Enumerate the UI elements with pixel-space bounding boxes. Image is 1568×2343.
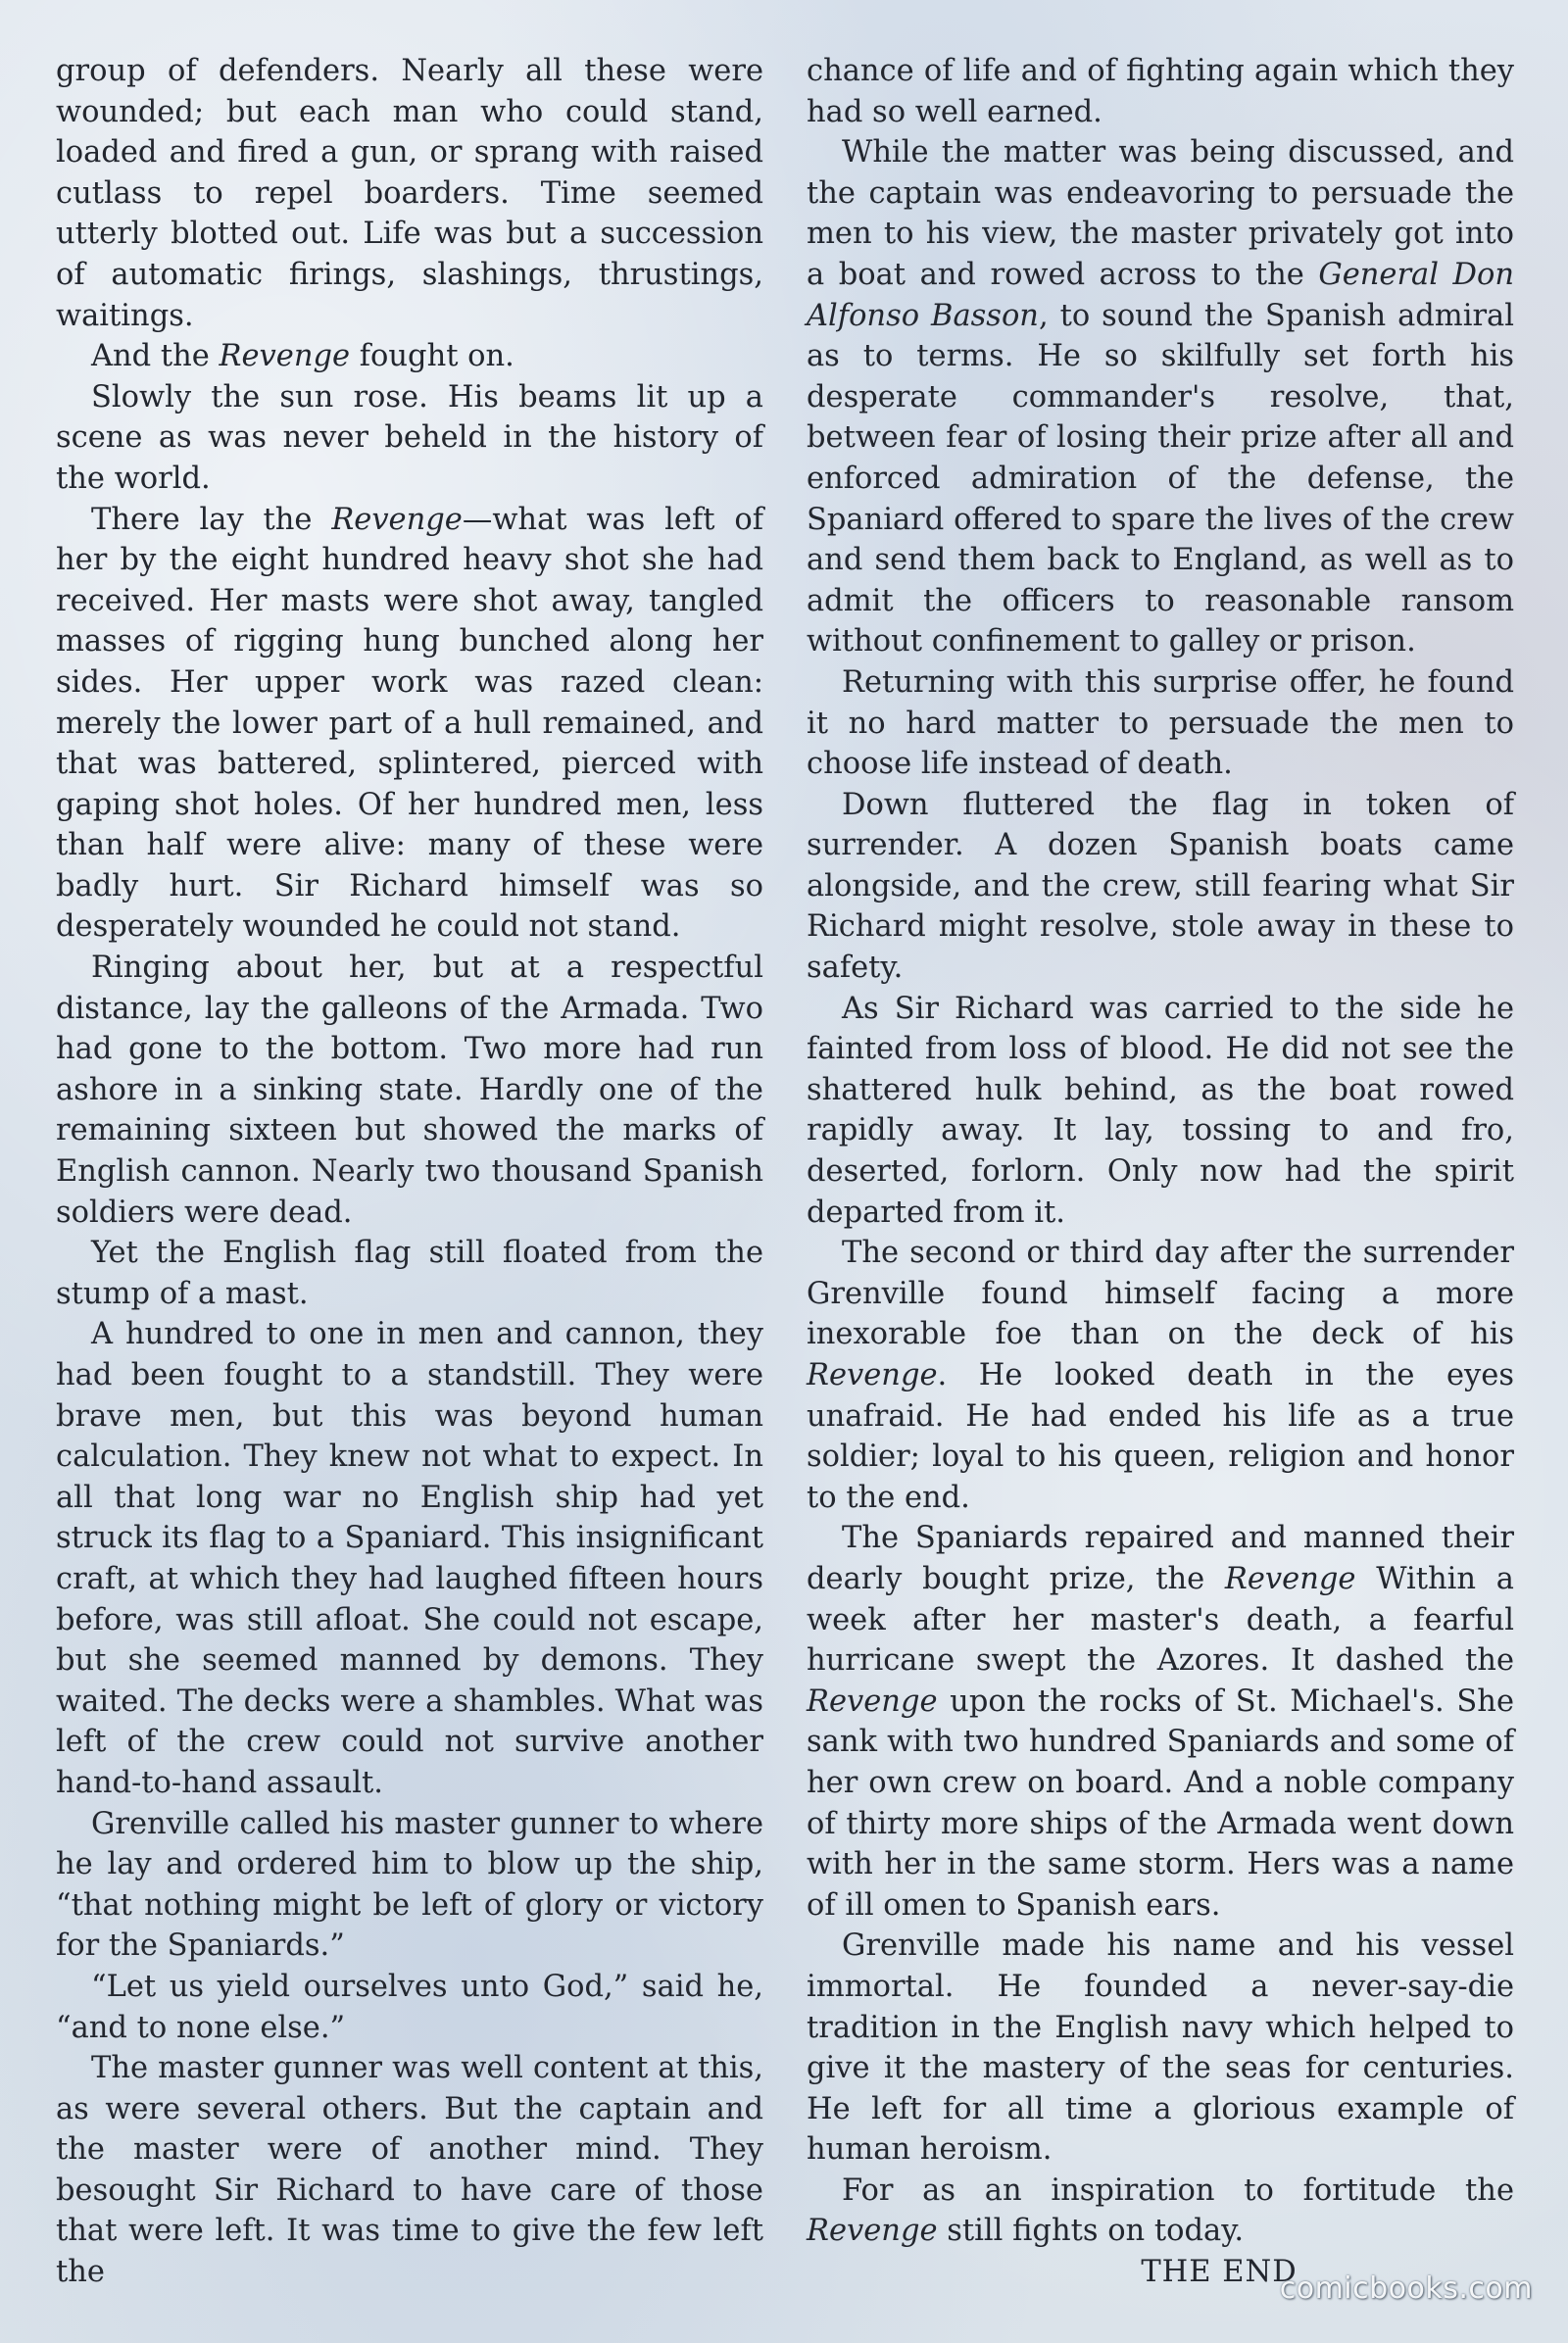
paragraph-text: And the (91, 339, 220, 374)
paragraph (56, 1804, 763, 1967)
ship-name: Revenge (807, 2214, 938, 2249)
paragraph-text: Down fluttered the flag in token of surrender. A dozen Spanish boats came alongside, and the crew, still fearing what Sir Richard might resolve, stole away in these to safety. (807, 787, 1514, 986)
paragraph (807, 1518, 1514, 1926)
paragraph (807, 785, 1514, 989)
paragraph (807, 1233, 1514, 1518)
paragraph-text: Within a week after her master's death, a fearful hurricane swept the Azores. It dashed the (807, 1561, 1514, 1679)
ship-name: Revenge (807, 1358, 938, 1392)
paragraph-text: For as an inspiration to fortitude the (842, 2172, 1514, 2208)
paragraph-text: The second or third day after the surrender Grenville found himself facing a more inexorable foe than on the deck of his (807, 1236, 1514, 1352)
left-text-column (56, 51, 763, 2293)
paragraph (56, 1233, 763, 1314)
paragraph-text: . He looked death in the eyes unafraid. He had ended his life as a true soldier; loyal to his queen, religion and honor to the end. (807, 1358, 1514, 1515)
paragraph (807, 1926, 1514, 2171)
paragraph-text: Grenville made his name and his vessel immortal. He founded a never-say-die tradition in the English navy which helped to give it the mastery of the seas for centuries. He left for all time a glorious example of human heroism. (807, 1928, 1514, 2168)
right-text-column (807, 51, 1514, 2293)
paragraph (56, 336, 763, 377)
paragraph (807, 51, 1514, 132)
paragraph-text: “Let us yield ourselves unto God,” said he, “and to none else.” (56, 1969, 763, 2045)
paragraph (807, 662, 1514, 785)
paragraph-text: Grenville called his master gunner to where he lay and ordered him to blow up the ship, “that nothing might be left of glory or victory for the Spaniards.” (56, 1806, 763, 1964)
paragraph (56, 377, 763, 500)
ship-name: Revenge (807, 1684, 938, 1719)
paragraph-text: group of defenders. Nearly all these were wounded; but each man who could stand, loaded and fired a gun, or sprang with raised cutlass to repel boarders. Time seemed utterly blotted out. Life was but a succession of automatic firings, slashings, thrustings, waitings. (56, 54, 763, 333)
paragraph (56, 51, 763, 336)
ship-name: Revenge (219, 339, 351, 374)
paragraph-text: The master gunner was well content at this, as were several others. But the captain and the master were of another mind. They besought Sir Richard to have care of those that were left. It was time to give the few left the (56, 2051, 763, 2290)
paragraph (807, 2171, 1514, 2252)
paragraph-text: The Spaniards repaired and manned their dearly bought prize, the (807, 1521, 1514, 1596)
paragraph-text: There lay the (91, 502, 332, 537)
paragraph (56, 1967, 763, 2048)
ship-name: Revenge (331, 502, 463, 537)
paragraph-text: —what was left of her by the eight hundred heavy shot she had received. Her masts were shot away, tangled masses of rigging hung bunched along her sides. Her upper work was razed clean: merely the lower part of a hull remained, and that was battered, splintered, pierced with gaping shot holes. Of her hundred men, less than half were alive: many of these were badly hurt. Sir Richard himself was so desperately wounded he could not stand. (56, 502, 763, 945)
ship-name: Revenge (1224, 1561, 1356, 1596)
the-end-label: THE END (1141, 2255, 1298, 2290)
paragraph-text: While the matter was being discussed, and the captain was endeavoring to persuade the men to his view, the master privately got into a boat and rowed across to the (807, 135, 1514, 292)
paragraph-text: , to sound the Spanish admiral as to terms. He so skilfully set forth his desperate commander's resolve, that, between fear of losing their prize after all and enforced admiration of the defense, the Spaniard offered to spare the lives of the crew and send them back to England, as well as to admit the officers to reasonable ransom without confinement to galley or prison. (807, 298, 1514, 659)
paragraph (56, 500, 763, 949)
paragraph-text: Slowly the sun rose. His beams lit up a scene as was never beheld in the history of the world. (56, 379, 763, 496)
paragraph-text: Yet the English flag still floated from the stump of a mast. (56, 1236, 763, 1311)
paragraph (56, 1314, 763, 1803)
paragraph-text: chance of life and of fighting again which they had so well earned. (807, 54, 1514, 129)
ship-name: General Don Alfonso Basson (807, 257, 1515, 333)
paragraph (56, 948, 763, 1233)
paragraph-text: A hundred to one in men and cannon, they had been fought to a standstill. They were brave men, but this was beyond human calculation. They knew not what to expect. In all that long war no English ship had yet struck its flag to a Spaniard. This insignificant craft, at which they had laughed fifteen hours before, was still afloat. She could not escape, but she seemed manned by demons. They waited. The decks were a shambles. What was left of the crew could not survive another hand-to-hand assault. (56, 1317, 763, 1800)
paragraph-text: upon the rocks of St. Michael's. She sank with two hundred Spaniards and some of her own crew on board. And a noble company of thirty more ships of the Armada went down with her in the same storm. Hers was a name of ill omen to Spanish ears. (807, 1684, 1514, 1923)
paragraph-text: still fights on today. (937, 2214, 1245, 2249)
paragraph (807, 132, 1514, 662)
paragraph-text: Ringing about her, but at a respectful distance, lay the galleons of the Armada. Two had gone to the bottom. Two more had run ashore in a sinking state. Hardly one of the remaining sixteen but showed the marks of English cannon. Nearly two thousand Spanish soldiers were dead. (56, 951, 763, 1230)
paragraph (807, 989, 1514, 1234)
paragraph (56, 2048, 763, 2293)
paragraph-text: Returning with this surprise offer, he found it no hard matter to persuade the men to choose life instead of death. (807, 664, 1514, 782)
site-watermark: comicbooks.com (1279, 2271, 1533, 2306)
paragraph-text: As Sir Richard was carried to the side he fainted from loss of blood. He did not see the shattered hulk behind, as the boat rowed rapidly away. It lay, tossing to and fro, deserted, forlorn. Only now had the spirit departed from it. (807, 991, 1514, 1230)
paragraph-text: fought on. (350, 339, 514, 374)
